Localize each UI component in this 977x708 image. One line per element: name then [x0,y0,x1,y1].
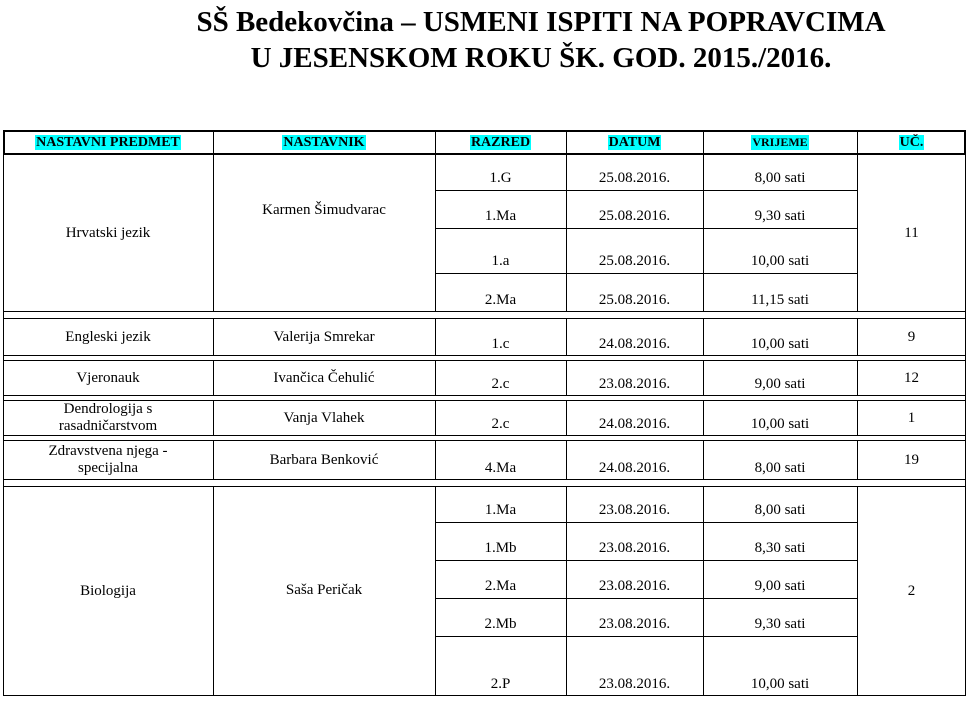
time-cell: 10,00 sati [750,416,810,432]
time-cell: 9,00 sati [754,376,806,392]
time-cell: 10,00 sati [750,676,810,692]
date-cell: 25.08.2016. [598,170,671,186]
teacher-cell: Saša Peričak [285,582,363,598]
time-cell: 10,00 sati [750,336,810,352]
time-cell: 11,15 sati [751,292,809,308]
room-cell: 19 [904,451,919,468]
header-time [703,130,857,154]
time-cell: 8,30 sati [754,540,806,556]
time-cell: 10,00 sati [750,253,810,269]
time-cell: 9,00 sati [754,578,806,594]
time-cell: 9,30 sati [754,616,806,632]
room-cell: 11 [904,224,919,241]
header-teacher [213,130,435,154]
date-cell: 23.08.2016. [598,578,671,594]
class-cell: 2.Mb [484,616,517,632]
date-cell: 24.08.2016. [598,336,671,352]
class-cell: 2.c [491,416,510,432]
teacher-cell: Valerija Smrekar [273,328,375,345]
time-cell: 8,00 sati [754,502,806,518]
subject-name: Vjeronauk [76,369,140,386]
header-date [566,130,703,154]
date-cell: 25.08.2016. [598,253,671,269]
class-cell: 2.Ma [484,578,517,594]
subject-name-line: specijalna [78,460,138,476]
class-cell: 1.Ma [484,208,517,224]
subject-name-line: Zdravstvena njega - [48,443,168,459]
room-cell: 2 [907,582,916,599]
subject-cell [3,360,213,396]
time-cell: 8,00 sati [754,170,806,186]
date-cell: 24.08.2016. [598,460,671,476]
header-room-label: UČ. [899,134,924,150]
subject-cell [3,400,213,436]
title-line-2: U JESENSKOM ROKU ŠK. GOD. 2015./2016. [250,42,832,74]
subject-name-line: rasadničarstvom [58,418,158,434]
date-cell: 23.08.2016. [598,502,671,518]
room-cell: 1 [907,409,916,426]
header-subject-label: NASTAVNI PREDMET [36,134,180,150]
subject-cell [3,318,213,356]
subject-name: Biologija [80,582,136,599]
subject-cell [3,486,213,696]
teacher-cell: Vanja Vlahek [283,409,365,426]
subject-name: Engleski jezik [65,328,151,345]
class-cell: 2.Ma [484,292,517,308]
class-cell: 1.G [489,170,512,186]
teacher-cell: Barbara Benković [269,451,379,468]
header-teacher-label: NASTAVNIK [283,134,365,150]
date-cell: 23.08.2016. [598,376,671,392]
header-time-label: VRIJEME [752,134,808,149]
teacher-cell: Karmen Šimudvarac [262,202,386,218]
date-cell: 25.08.2016. [598,292,671,308]
header-class [435,130,566,154]
class-cell: 1.Mb [484,540,517,556]
class-cell: 2.P [490,676,511,692]
room-cell: 9 [907,328,916,345]
class-cell: 1.Ma [484,502,517,518]
date-cell: 24.08.2016. [598,416,671,432]
title-line-1: SŠ Bedekovčina – USMENI ISPITI NA POPRAVCIMA [196,6,886,38]
subject-name-line: Dendrologija s [63,401,153,417]
exam-schedule-table [3,130,968,698]
teacher-cell: Ivančica Čehulić [273,369,375,386]
subject-name: Hrvatski jezik [65,224,151,241]
header-class-label: RAZRED [470,134,531,150]
header-subject [3,130,213,154]
class-cell: 4.Ma [484,460,517,476]
class-cell: 1.a [491,253,510,269]
date-cell: 25.08.2016. [598,208,671,224]
header-date-label: DATUM [608,134,661,150]
date-cell: 23.08.2016. [598,616,671,632]
date-cell: 23.08.2016. [598,540,671,556]
class-cell: 1.c [491,336,510,352]
subject-cell [3,154,213,312]
time-cell: 8,00 sati [754,460,806,476]
subject-cell [3,440,213,480]
document-title [0,4,977,76]
date-cell: 23.08.2016. [598,676,671,692]
room-cell: 12 [904,369,919,386]
class-cell: 2.c [491,376,510,392]
time-cell: 9,30 sati [754,208,806,224]
header-room [857,130,966,154]
